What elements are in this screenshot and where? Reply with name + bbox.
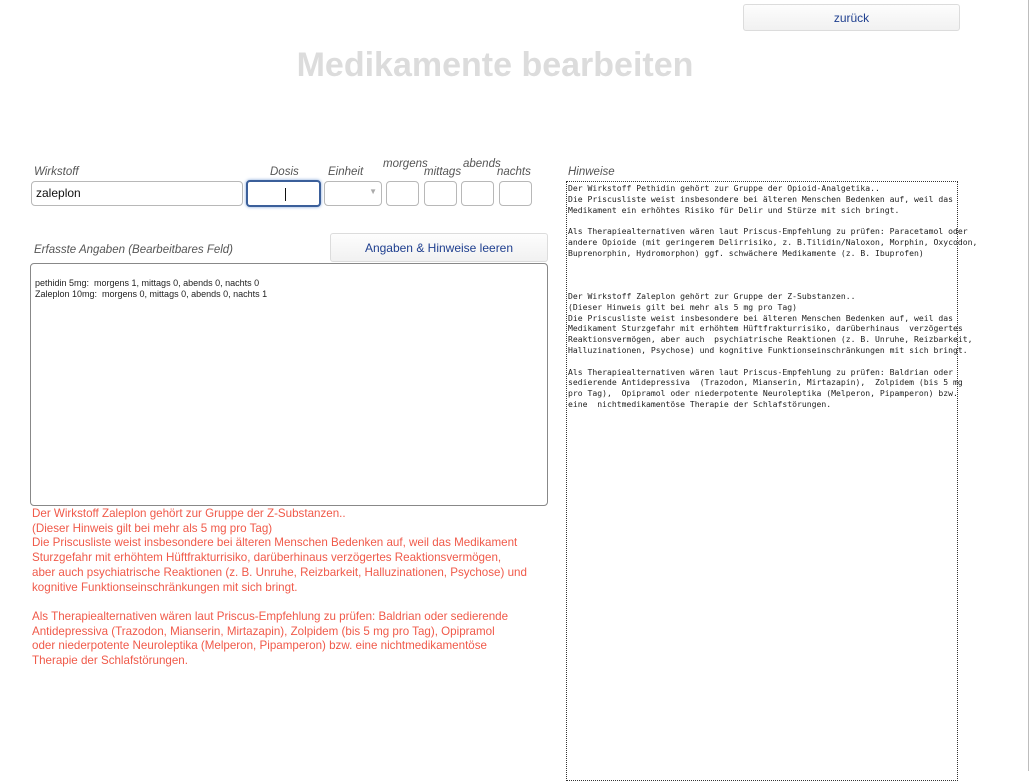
window-edge xyxy=(1028,0,1029,771)
abends-label: abends xyxy=(463,158,501,170)
dosis-input[interactable] xyxy=(246,180,321,207)
hints-line: Als Therapiealternativen wären laut Priscus-Empfehlung zu prüfen: Baldrian oder xyxy=(568,366,953,377)
hints-line: Der Wirkstoff Pethidin gehört zur Gruppe der Opioid-Analgetika.. xyxy=(568,183,880,193)
einheit-select[interactable] xyxy=(324,181,382,206)
hints-line: Als Therapiealternativen wären laut Priscus-Empfehlung zu prüfen: Paracetamol oder xyxy=(568,226,968,237)
entries-label: Erfasste Angaben (Bearbeitbares Feld) xyxy=(34,244,234,256)
wirkstoff-label: Wirkstoff xyxy=(34,166,79,178)
hint-line: aber auch psychiatrische Reaktionen (z. B. Unruhe, Reizbarkeit, Halluzinationen, Psychose) und xyxy=(32,565,527,579)
hint-line: oder niederpotente Neuroleptika (Melperon, Pipamperon) bzw. eine nichtmedikamentöse xyxy=(32,639,487,653)
hint-line: Der Wirkstoff Zaleplon gehört zur Gruppe der Z-Substanzen.. xyxy=(32,507,346,520)
hint-line: Sturzgefahr mit erhöhtem Hüftfrakturrisiko, darüberhinaus verzögertes Reaktionsvermögen, xyxy=(32,551,502,565)
hints-line: Halluzinationen, Psychose) und kognitive Funktionseinschränkungen mit sich bringt. xyxy=(568,344,968,355)
hints-line: Buprenorphin, Hydromorphon) ggf. schwächere Medikamente (z. B. Ibuprofen) xyxy=(568,247,924,258)
dosis-label: Dosis xyxy=(270,166,299,178)
hints-line: Die Priscusliste weist insbesondere bei älteren Menschen Bedenken auf, weil das xyxy=(568,312,953,323)
hints-line: Medikament Sturzgefahr mit erhöhtem Hüftfrakturrisiko, darüberhinaus verzögertes xyxy=(568,323,963,334)
mittags-label: mittags xyxy=(424,166,462,178)
chevron-down-icon: ▼ xyxy=(369,187,377,196)
clear-entries-button[interactable]: Angaben & Hinweise leeren xyxy=(330,233,548,262)
hints-line xyxy=(568,269,957,280)
hint-line: Antidepressiva (Trazodon, Mianserin, Mirtazapin), Zolpidem (bis 5 mg pro Tag), Opipramol xyxy=(32,624,495,638)
text-cursor xyxy=(285,188,286,201)
hints-line: (Dieser Hinweis gilt bei mehr als 5 mg pro Tag) xyxy=(568,301,798,312)
hints-line xyxy=(568,259,957,270)
nachts-input[interactable] xyxy=(499,181,532,206)
morgens-label: morgens xyxy=(383,158,428,170)
mittags-input[interactable] xyxy=(424,181,457,206)
einheit-label: Einheit xyxy=(328,166,364,178)
hints-line: Reaktionsvermögen, aber auch psychiatrische Reaktionen (z. B. Unruhe, Reizbarkeit, xyxy=(568,334,973,345)
hint-line: kognitive Funktionseinschränkungen mit sich bringt. xyxy=(32,580,298,594)
page-title: Medikamente bearbeiten xyxy=(296,46,694,84)
hint-line: Therapie der Schlafstörungen. xyxy=(32,654,188,668)
wirkstoff-input[interactable]: zaleplon xyxy=(31,181,243,206)
back-button[interactable]: zurück xyxy=(743,4,960,31)
current-hint-text xyxy=(32,507,562,669)
hint-line xyxy=(32,595,562,610)
hint-line: Als Therapiealternativen wären laut Priscus-Empfehlung zu prüfen: Baldrian oder sedierende xyxy=(32,609,509,623)
hints-panel[interactable] xyxy=(566,181,978,781)
hint-line: (Dieser Hinweis gilt bei mehr als 5 mg pro Tag) xyxy=(32,521,273,535)
entry-line: pethidin 5mg: morgens 1, mittags 0, abends 0, nachts 0 xyxy=(35,278,260,288)
hint-line: Die Priscusliste weist insbesondere bei älteren Menschen Bedenken auf, weil das Medikament xyxy=(32,536,518,550)
hints-line: Die Priscusliste weist insbesondere bei älteren Menschen Bedenken auf, weil das xyxy=(568,193,953,204)
morgens-input[interactable] xyxy=(386,181,419,206)
hints-line: eine nichtmedikamentöse Therapie der Schlafstörungen. xyxy=(568,398,832,409)
hints-line: Der Wirkstoff Zaleplon gehört zur Gruppe der Z-Substanzen.. xyxy=(568,290,856,301)
nachts-label: nachts xyxy=(497,166,531,178)
hints-label: Hinweise xyxy=(568,166,615,178)
hints-line: andere Opioide (mit geringerem Delirrisiko, z. B.Tilidin/Naloxon, Morphin, Oxycodon, xyxy=(568,236,978,247)
hints-line xyxy=(568,215,957,226)
abends-input[interactable] xyxy=(461,181,494,206)
hints-line: pro Tag), Opipramol oder niederpotente Neuroleptika (Melperon, Pipamperon) bzw. xyxy=(568,388,958,399)
hints-line xyxy=(568,280,957,291)
hints-line: Medikament ein erhöhtes Risiko für Delir und Stürze mit sich bringt. xyxy=(568,204,900,215)
hints-line xyxy=(568,356,957,367)
entry-line: Zaleplon 10mg: morgens 0, mittags 0, abends 0, nachts 1 xyxy=(35,288,268,299)
hints-line: sedierende Antidepressiva (Trazodon, Mianserin, Mirtazapin), Zolpidem (bis 5 mg xyxy=(568,377,963,388)
entries-textarea[interactable] xyxy=(30,263,548,506)
